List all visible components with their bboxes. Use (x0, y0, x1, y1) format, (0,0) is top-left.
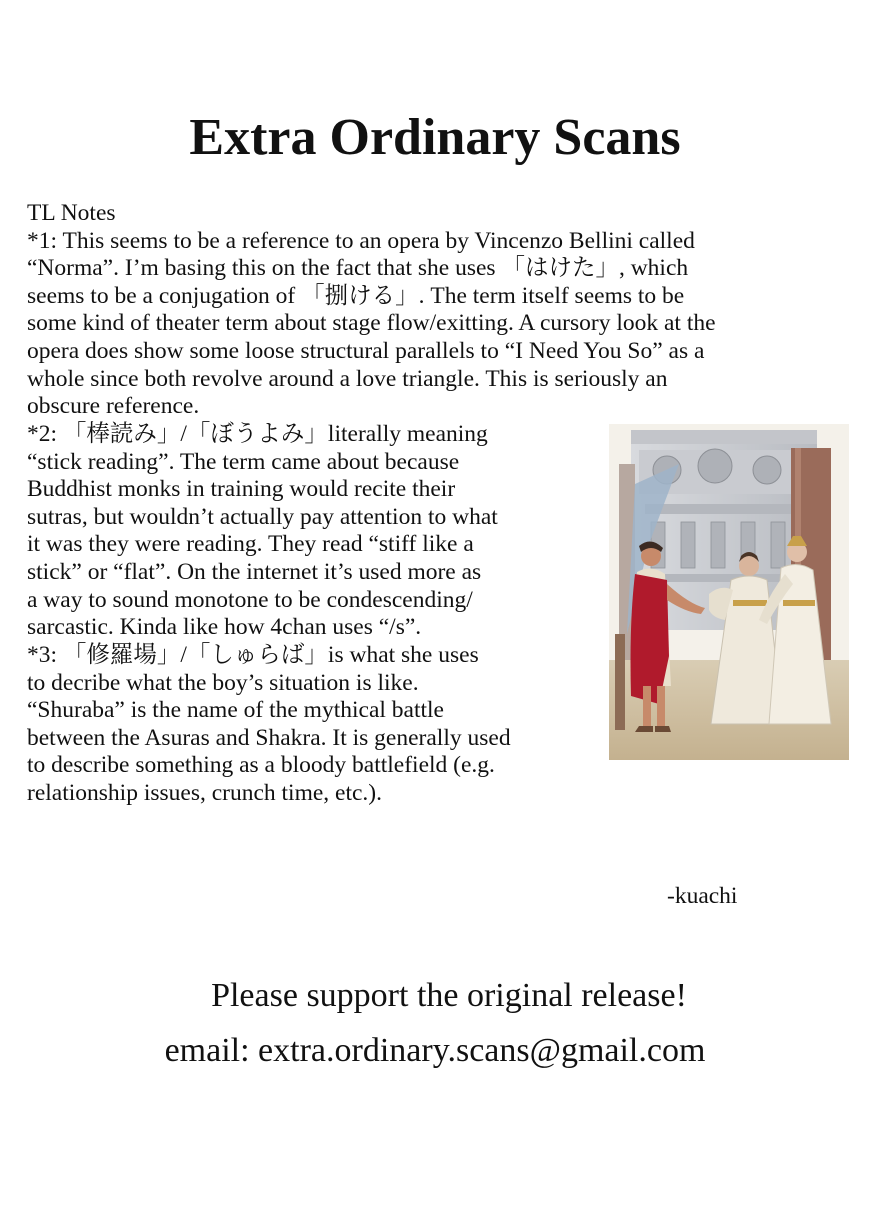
note-1-line: obscure reference. (27, 393, 200, 420)
note-2-line: “stick reading”. The term came about because (27, 448, 460, 475)
note-3 (27, 642, 607, 808)
note-2 (27, 421, 607, 642)
note-3-line: to decribe what the boy’s situation is like. (27, 669, 419, 696)
opera-illustration (609, 424, 849, 760)
note-2-line: sarcastic. Kinda like how 4chan uses “/s”. (27, 614, 422, 641)
page-title: Extra Ordinary Scans (189, 109, 681, 166)
support-message: Please support the original release! (211, 977, 687, 1014)
tl-notes (27, 200, 847, 421)
note-2-line: it was they were reading. They read “stiff like a (27, 531, 474, 558)
signature: -kuachi (667, 883, 738, 909)
note-2-line: *2: 「棒読み」/「ぼうよみ」literally meaning (27, 421, 488, 447)
note-2-line: a way to sound monotone to be condescending/ (27, 586, 473, 613)
note-2-line: sutras, but wouldn’t actually pay attention to what (27, 503, 498, 530)
note-3-line: “Shuraba” is the name of the mythical battle (27, 697, 444, 724)
contact-email: email: extra.ordinary.scans@gmail.com (164, 1032, 706, 1069)
note-1-line: seems to be a conjugation of 「捌ける」. The term itself seems to be (27, 282, 685, 309)
note-1-line: “Norma”. I’m basing this on the fact that she uses 「はけた」, which (27, 255, 689, 282)
note-2-line: stick” or “flat”. On the internet it’s used more as (27, 558, 482, 585)
note-3-line: relationship issues, crunch time, etc.). (27, 779, 383, 806)
note-1-line: some kind of theater term about stage flow/exitting. A cursory look at the (27, 310, 716, 337)
note-3-line: between the Asuras and Shakra. It is generally used (27, 724, 511, 751)
note-1-line: whole since both revolve around a love triangle. This is seriously an (27, 365, 668, 392)
note-2-line: Buddhist monks in training would recite their (27, 476, 456, 503)
note-1 (27, 228, 847, 421)
note-3-line: to describe something as a bloody battlefield (e.g. (27, 752, 495, 779)
note-1-line: *1: This seems to be a reference to an opera by Vincenzo Bellini called (27, 227, 695, 254)
note-3-line: *3: 「修羅場」/「しゅらば」is what she uses (27, 642, 479, 668)
notes-heading: TL Notes (27, 200, 116, 226)
note-1-line: opera does show some loose structural parallels to “I Need You So” as a (27, 337, 705, 364)
